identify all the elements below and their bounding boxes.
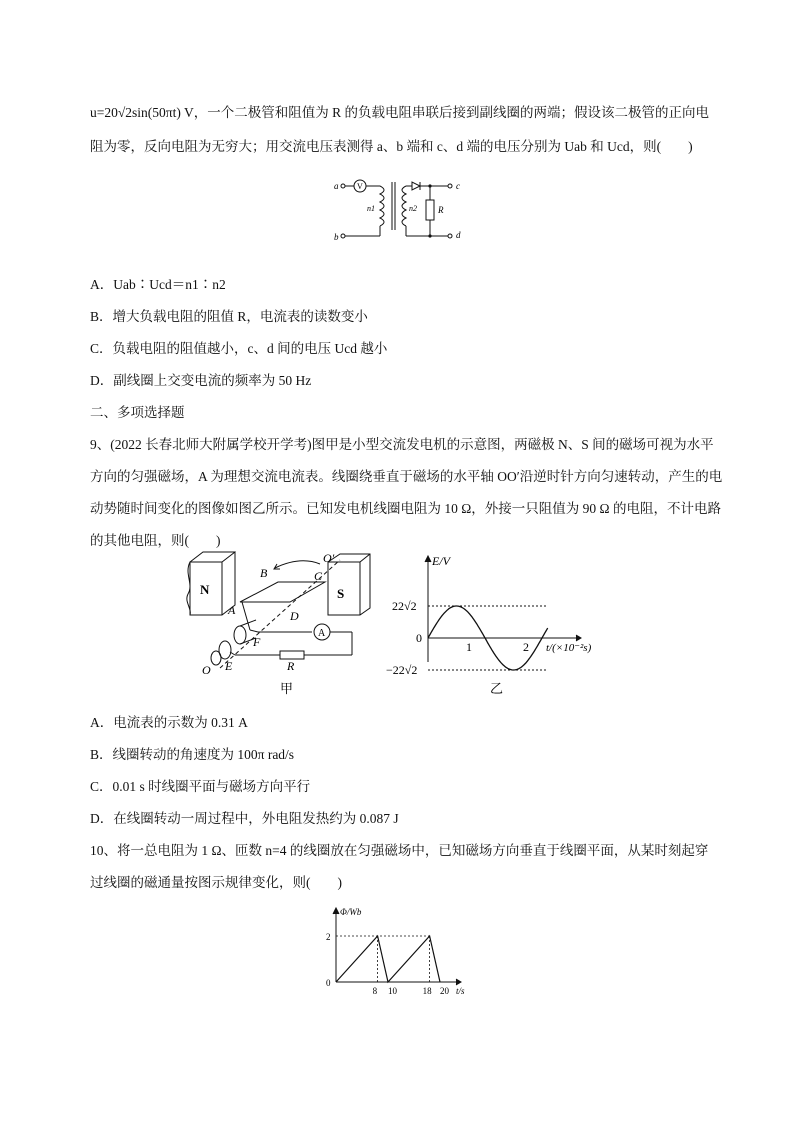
q9-option-b: B．线圈转动的角速度为 100π rad/s [90, 747, 295, 762]
q8-option-d: D．副线圈上交变电流的频率为 50 Hz [90, 373, 312, 388]
emf-yneg: −22√2 [386, 663, 418, 677]
label-c: c [456, 181, 460, 191]
q10-stem-line2: 过线圈的磁通量按图示规律变化，则( ) [90, 875, 342, 890]
emf-tick1: 1 [466, 640, 472, 654]
q8-stem-line1: u=20√2sin(50πt) V，一个二极管和阻值为 R 的负载电阻串联后接到副线圈的两端；假设该二极管的正向电 [90, 105, 709, 120]
emf-xlabel: t/(×10⁻²s) [546, 642, 592, 654]
flux-ytick-2: 2 [326, 932, 331, 942]
label-d: d [456, 230, 461, 240]
label-F: F [253, 635, 261, 649]
flux-series-line [336, 936, 440, 982]
label-n1: n1 [367, 204, 375, 213]
q9-stem-line1: 9、(2022 长春北师大附属学校开学考)图甲是小型交流发电机的示意图，两磁极 N、S 间的磁场可视为水平 [90, 437, 714, 452]
label-D: D [290, 609, 299, 623]
magnet-N: N [200, 582, 210, 597]
flux-xtick-label: 20 [440, 986, 449, 996]
section-title: 二、多项选择题 [90, 405, 185, 420]
ammeter-label: A [318, 628, 326, 639]
q9-stem-line4: 的其他电阻，则( ) [90, 533, 221, 548]
flux-origin: 0 [326, 978, 331, 988]
label-O: O [202, 663, 211, 677]
flux-xtick-label: 10 [388, 986, 397, 996]
label-a: a [334, 181, 339, 191]
flux-xlabel: t/s [456, 986, 465, 996]
q8-option-b: B．增大负载电阻的阻值 R，电流表的读数变小 [90, 309, 368, 324]
label-E: E [225, 659, 233, 673]
emf-tick2: 2 [523, 640, 529, 654]
label-C: C [314, 569, 323, 583]
caption-jia: 甲 [280, 681, 294, 695]
emf-graph [380, 550, 620, 698]
q9-option-d: D．在线圈转动一周过程中，外电阻发热约为 0.087 J [90, 811, 399, 826]
q10-stem-line1: 10、将一总电阻为 1 Ω、匝数 n=4 的线圈放在匀强磁场中，已知磁场方向垂直于线圈平面，从某时刻起穿 [90, 843, 709, 858]
q9-stem-line2: 方向的匀强磁场，A 为理想交流电流表。线圈绕垂直于磁场的水平轴 OO′沿逆时针方向匀速转动，产生的电 [90, 469, 723, 484]
label-R: R [438, 205, 444, 215]
label-R: R [287, 659, 295, 673]
emf-origin: 0 [416, 631, 422, 645]
transformer-circuit-figure [320, 168, 470, 246]
flux-chart [300, 900, 500, 1000]
q8-option-a: A．Uab∶Ucd＝n1∶n2 [90, 277, 226, 292]
label-A: A [228, 603, 236, 617]
magnet-S: S [337, 586, 345, 601]
label-O-prime: O′ [323, 551, 335, 565]
q9-option-a: A．电流表的示数为 0.31 A [90, 715, 248, 730]
q8-stem-line2: 阻为零，反向电阻为无穷大；用交流电压表测得 a、b 端和 c、d 端的电压分别为 Uab 和 Ucd，则( ) [90, 139, 693, 154]
emf-ypos: 22√2 [392, 599, 417, 613]
q9-option-c: C．0.01 s 时线圈平面与磁场方向平行 [90, 779, 311, 794]
label-n2: n2 [409, 204, 417, 213]
label-B: B [260, 566, 268, 580]
flux-xtick-label: 8 [372, 986, 378, 996]
label-b: b [334, 232, 339, 242]
emf-ylabel: E/V [432, 554, 450, 568]
flux-xtick-label: 18 [422, 986, 432, 996]
q8-option-c: C．负载电阻的阻值越小，c、d 间的电压 Ucd 越小 [90, 341, 388, 356]
voltmeter-label: V [357, 182, 363, 191]
generator-figure [180, 550, 380, 695]
caption-yi: 乙 [490, 681, 504, 696]
q9-stem-line3: 动势随时间变化的图像如图乙所示。已知发电机线圈电阻为 10 Ω，外接一只阻值为 90 Ω 的电阻，不计电路 [90, 501, 721, 516]
flux-ylabel: Φ/Wb [340, 907, 362, 917]
